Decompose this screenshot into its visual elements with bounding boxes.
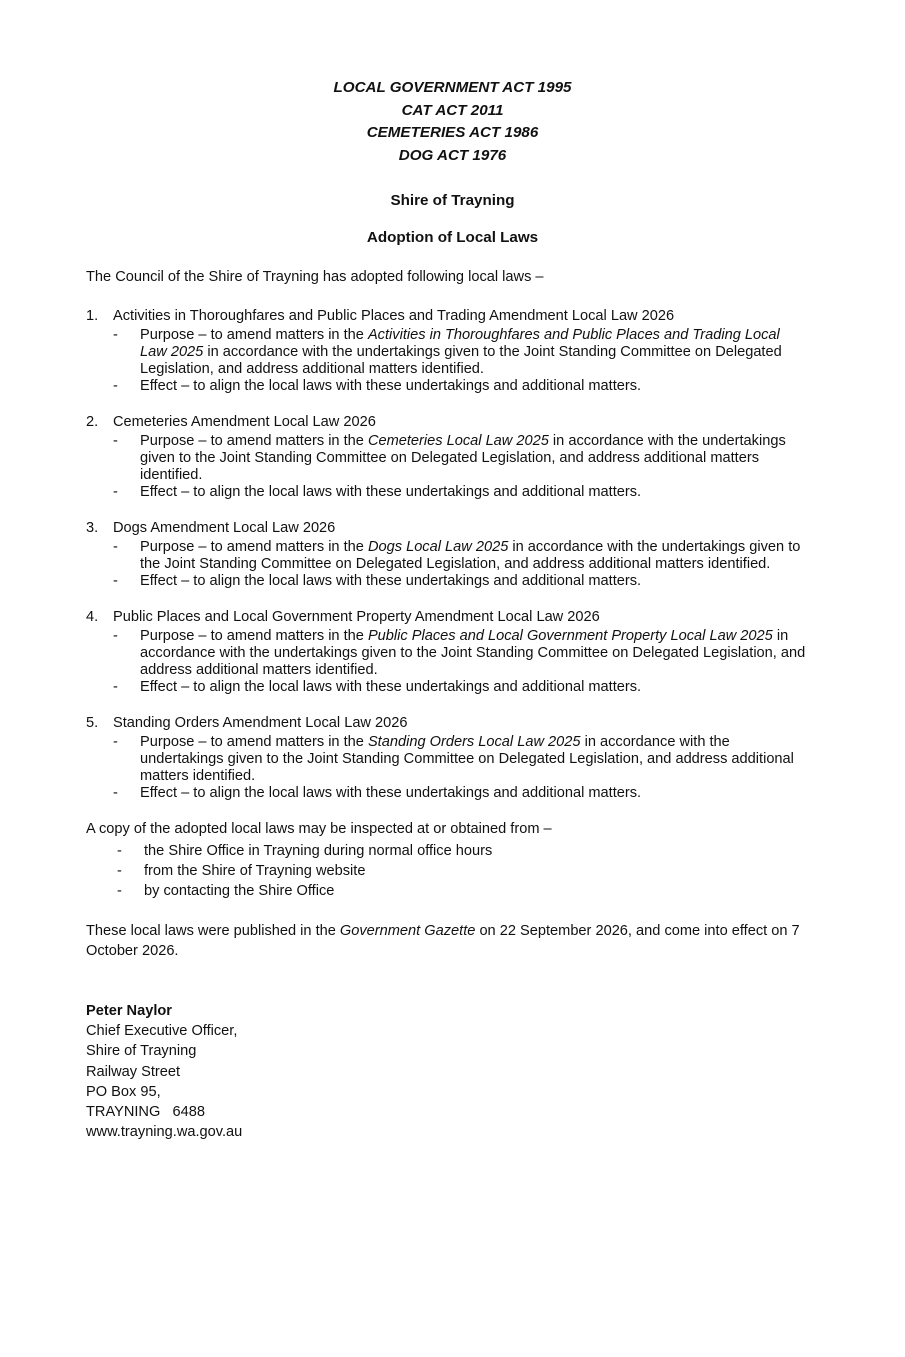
dash-bullet: - (113, 327, 118, 343)
law-title-row (86, 609, 819, 626)
copy-option-text: by contacting the Shire Office (144, 883, 335, 899)
publication-notice (86, 921, 819, 961)
copy-intro-text: A copy of the adopted local laws may be inspected at or obtained from – (86, 821, 552, 837)
purpose-prefix: Purpose – to amend matters in the (140, 433, 368, 449)
dash-bullet: - (113, 378, 118, 394)
purpose-prefix: Purpose – to amend matters in the (140, 734, 368, 750)
publication-suffix: on 22 September 2026, and come into effect on 7 October 2026. (86, 923, 800, 959)
copy-option-text: the Shire Office in Trayning during normal office hours (144, 843, 493, 859)
law-number: 1. (86, 308, 99, 324)
gazette-name: Government Gazette (339, 923, 476, 939)
purpose-law-name: Dogs Local Law 2025 (367, 539, 509, 555)
adoption-title: Adoption of Local Laws (366, 229, 539, 246)
law-title: Cemeteries Amendment Local Law 2026 (113, 414, 376, 430)
address-street: Railway Street (86, 1063, 181, 1080)
dash-bullet: - (113, 628, 118, 644)
act-title: CAT ACT 2011 (401, 101, 504, 119)
signatory-organisation: Shire of Trayning (86, 1043, 197, 1060)
publication-prefix: These local laws were published in the (86, 923, 340, 939)
law-item (86, 609, 819, 696)
purpose-text (140, 433, 819, 484)
purpose-law-name: Standing Orders Local Law 2025 (367, 734, 581, 750)
purpose-bullet (86, 628, 819, 679)
law-details (86, 433, 819, 501)
dash-bullet: - (113, 679, 118, 695)
copy-option (86, 861, 819, 881)
dash-bullet: - (113, 734, 118, 750)
law-details (86, 734, 819, 802)
dash-bullet: - (113, 539, 118, 555)
act-title: LOCAL GOVERNMENT ACT 1995 (333, 79, 572, 96)
effect-text: Effect – to align the local laws with these undertakings and additional matters. (140, 378, 642, 394)
effect-bullet (86, 785, 819, 802)
law-title: Activities in Thoroughfares and Public Places and Trading Amendment Local Law 2026 (113, 308, 675, 324)
law-item (86, 414, 819, 501)
law-number: 2. (86, 414, 99, 430)
purpose-bullet (86, 327, 819, 378)
law-title-row (86, 308, 819, 325)
intro-text: The Council of the Shire of Trayning has adopted following local laws – (86, 269, 544, 285)
local-law-list (86, 308, 819, 802)
purpose-bullet (86, 539, 819, 573)
dash-bullet: - (117, 883, 122, 899)
purpose-law-name: Cemeteries Local Law 2025 (367, 433, 549, 449)
law-title: Standing Orders Amendment Local Law 2026 (113, 715, 408, 731)
purpose-prefix: Purpose – to amend matters in the (140, 628, 368, 644)
purpose-suffix: in accordance with the undertakings given to the Joint Standing Committee on Delegated Legislation, and address additional matters identified. (140, 344, 782, 377)
law-item (86, 308, 819, 395)
law-number: 5. (86, 715, 99, 731)
notice-page (0, 77, 905, 1357)
purpose-text (140, 734, 819, 785)
website-link[interactable]: www.trayning.wa.gov.au (86, 1124, 243, 1141)
dash-bullet: - (113, 573, 118, 589)
law-title-row (86, 715, 819, 732)
signature-block (86, 1001, 819, 1142)
law-title: Public Places and Local Government Property Amendment Local Law 2026 (113, 609, 600, 625)
address-po-box: PO Box 95, (86, 1083, 161, 1100)
purpose-suffix: in accordance with the undertakings given to the Joint Standing Committee on Delegated Legislation, and address additional matters identified. (140, 539, 801, 572)
shire-title: Shire of Trayning (390, 192, 515, 209)
purpose-prefix: Purpose – to amend matters in the (140, 539, 368, 555)
law-item (86, 715, 819, 802)
law-title-row (86, 414, 819, 431)
copy-option-text: from the Shire of Trayning website (144, 863, 366, 879)
effect-bullet (86, 484, 819, 501)
effect-bullet (86, 679, 819, 696)
purpose-prefix: Purpose – to amend matters in the (140, 327, 368, 343)
dash-bullet: - (113, 785, 118, 801)
act-title: CEMETERIES ACT 1986 (366, 124, 539, 141)
purpose-suffix: in accordance with the undertakings given to the Joint Standing Committee on Delegated Legislation, and address additional matters identified. (140, 433, 786, 483)
law-details (86, 327, 819, 395)
signatory-position: Chief Executive Officer, (86, 1023, 238, 1040)
copy-options-list (86, 841, 819, 901)
dash-bullet: - (117, 863, 122, 879)
effect-text: Effect – to align the local laws with these undertakings and additional matters. (140, 573, 642, 589)
purpose-text (140, 539, 819, 573)
law-item (86, 520, 819, 590)
copy-option (86, 881, 819, 901)
purpose-text (140, 327, 819, 378)
law-details (86, 539, 819, 590)
law-number: 3. (86, 520, 99, 536)
law-title: Dogs Amendment Local Law 2026 (113, 520, 336, 536)
act-title: DOG ACT 1976 (398, 146, 507, 164)
law-title-row (86, 520, 819, 537)
purpose-bullet (86, 433, 819, 484)
law-details (86, 628, 819, 696)
purpose-suffix: in accordance with the undertakings given to the Joint Standing Committee on Delegated Legislation, and address additional matters identified. (140, 628, 806, 678)
signatory-name: Peter Naylor (86, 1003, 172, 1019)
effect-text: Effect – to align the local laws with these undertakings and additional matters. (140, 785, 642, 801)
acts-heading (86, 77, 819, 167)
purpose-law-name: Public Places and Local Government Property Local Law 2025 (367, 628, 773, 644)
effect-text: Effect – to align the local laws with these undertakings and additional matters. (140, 484, 642, 500)
purpose-text (140, 628, 819, 679)
dash-bullet: - (113, 433, 118, 449)
effect-text: Effect – to align the local laws with these undertakings and additional matters. (140, 679, 642, 695)
dash-bullet: - (117, 843, 122, 859)
address-town-postcode: TRAYNING 6488 (86, 1104, 205, 1121)
effect-bullet (86, 378, 819, 395)
purpose-law-name: Activities in Thoroughfares and Public Places and Trading Local Law 2025 (140, 327, 780, 360)
purpose-bullet (86, 734, 819, 785)
copy-option (86, 841, 819, 861)
dash-bullet: - (113, 484, 118, 500)
purpose-suffix: in accordance with the undertakings given to the Joint Standing Committee on Delegated Legislation, and address additional matters identified. (140, 734, 794, 784)
law-number: 4. (86, 609, 99, 625)
effect-bullet (86, 573, 819, 590)
